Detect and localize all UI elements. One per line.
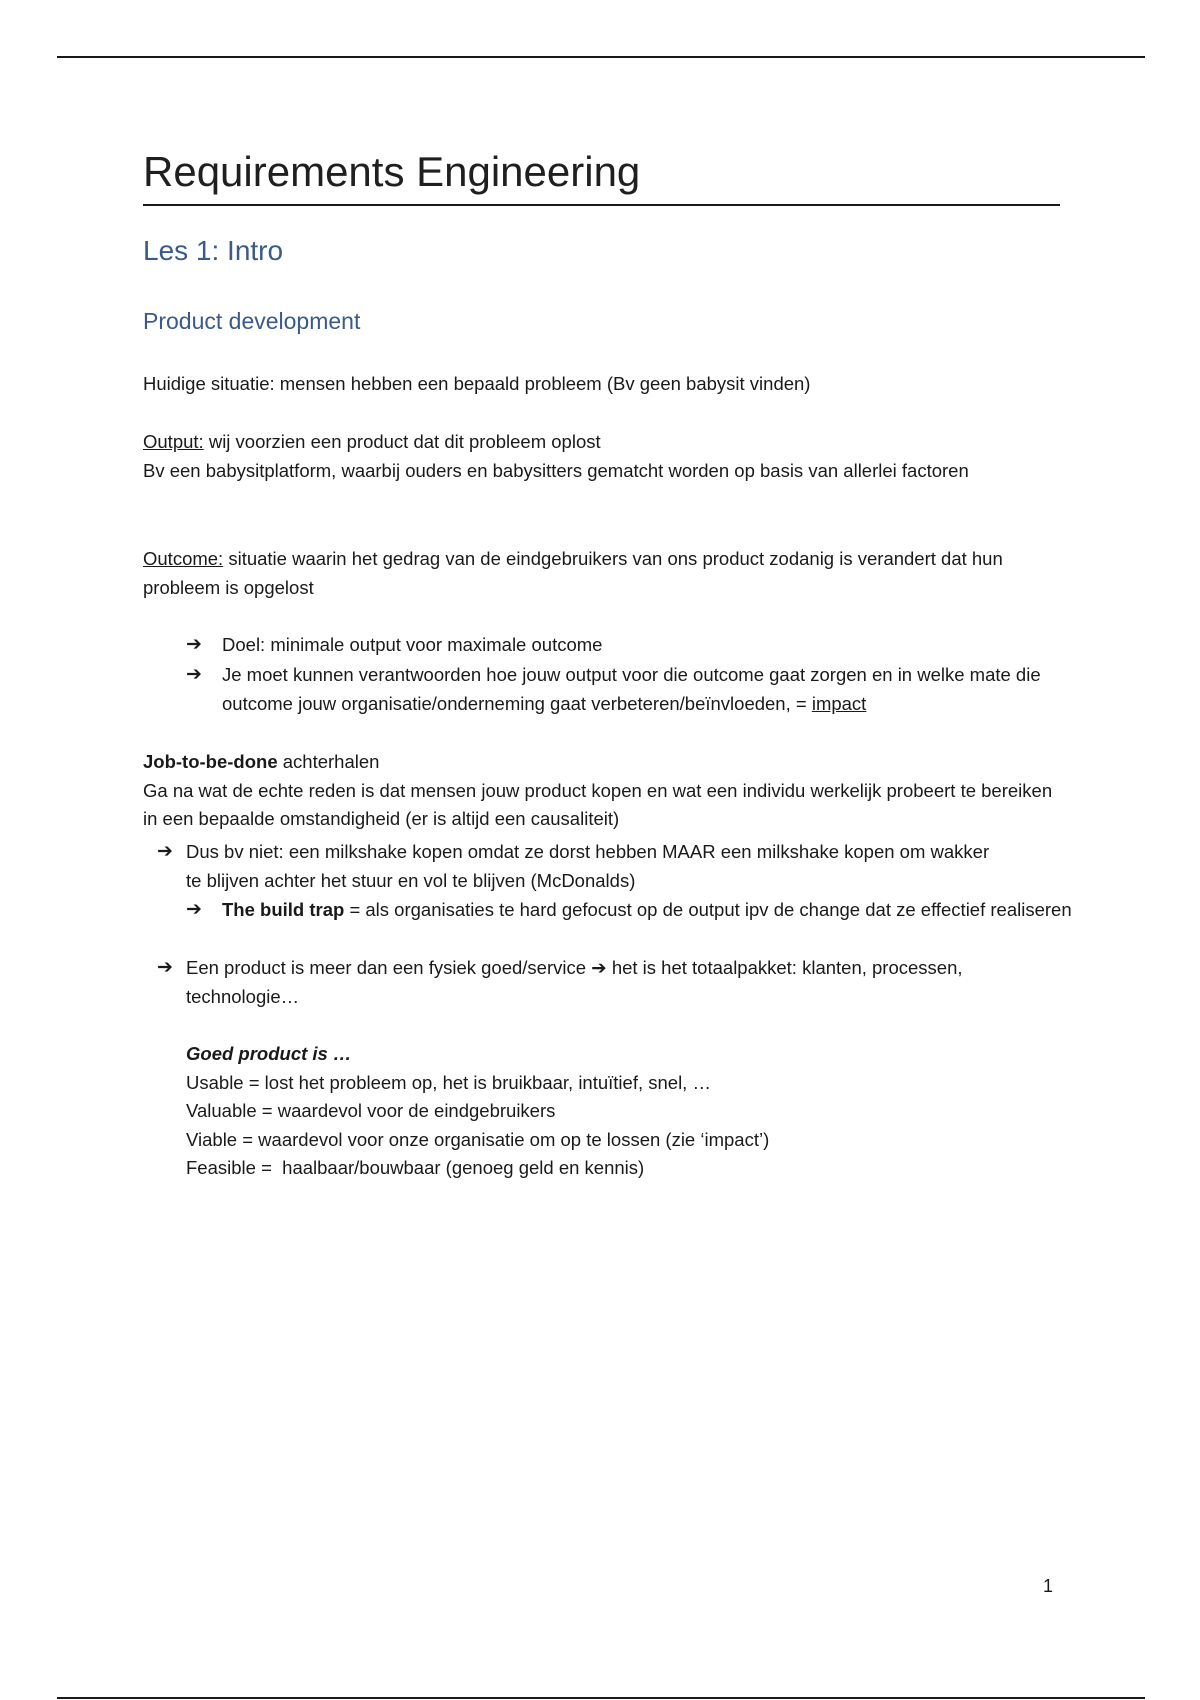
good-product-usable: Usable = lost het probleem op, het is bruikbaar, intuïtief, snel, … (186, 1071, 711, 1093)
good-product-valuable: Valuable = waardevol voor de eindgebruikers (186, 1100, 556, 1121)
good-product-heading: Goed product is … (186, 1043, 352, 1064)
heading-product-development: Product development (143, 308, 361, 334)
arrow-right-icon: ➔ (157, 841, 173, 862)
output-label: Output: (143, 431, 204, 452)
impact-word: impact (811, 692, 867, 714)
header-rule (57, 56, 1145, 58)
build-trap-label: The build trap (222, 899, 345, 920)
output-example: Bv een babysitplatform, waarbij ouders en babysitters gematcht worden op basis van allerlei factoren (143, 459, 969, 481)
arrow-right-icon: ➔ (157, 957, 173, 978)
product-definition-bullet (157, 954, 1072, 1014)
goal-bullet-2-text (222, 661, 1072, 718)
goal-bullet-1-text: Doel: minimale output voor maximale outcome (222, 634, 603, 655)
product-definition-part2: het is het totaalpakket: klanten, processen, technologie… (186, 957, 963, 1007)
product-definition-part1: Een product is meer dan een fysiek goed/service (186, 957, 592, 978)
jtbd-paragraph (143, 748, 1068, 834)
jtbd-label-suffix: achterhalen (277, 751, 380, 772)
build-trap-text (222, 896, 1072, 925)
build-trap-bullet (186, 896, 1076, 956)
outcome-paragraph (143, 545, 1068, 602)
milkshake-bullet (157, 838, 1072, 898)
arrow-right-icon: ➔ (186, 634, 202, 655)
jtbd-label: Job-to-be-done (143, 751, 278, 772)
build-trap-body: = als organisaties te hard gefocust op de output ipv de change dat ze effectief realiseren (344, 899, 1072, 920)
outcome-label: Outcome: (143, 548, 224, 569)
inline-arrow-icon: ➔ (591, 957, 607, 978)
milkshake-text: Dus bv niet: een milkshake kopen omdat ze dorst hebben MAAR een milkshake kopen om wakker te blijven achter het stuur en vol te blijven (McDonalds) (186, 841, 990, 891)
footer-rule (57, 1697, 1145, 1699)
arrow-right-icon: ➔ (186, 664, 202, 685)
output-paragraph (143, 428, 1068, 485)
good-product-block (186, 1040, 1066, 1183)
goal-bullet-2 (186, 661, 1076, 721)
situation-paragraph: Huidige situatie: mensen hebben een bepaald probleem (Bv geen babysit vinden) (143, 373, 811, 394)
product-definition-text (186, 954, 1066, 1011)
goal-bullet-2-body: Je moet kunnen verantwoorden hoe jouw output voor die outcome gaat zorgen en in welke mate die outcome jouw organisatie/onderneming gaat verbeteren/beïnvloeden, = (222, 664, 1041, 714)
heading-lesson: Les 1: Intro (143, 235, 284, 266)
output-text: wij voorzien een product dat dit probleem oplost (203, 431, 601, 452)
document-title: Requirements Engineering (143, 146, 1060, 206)
outcome-text: situatie waarin het gedrag van de eindgebruikers van ons product zodanig is verandert dat hun probleem is opgelost (143, 548, 1003, 598)
arrow-right-icon: ➔ (186, 899, 202, 920)
good-product-viable: Viable = waardevol voor onze organisatie om op te lossen (zie ‘impact’) (186, 1128, 770, 1150)
page-number: 1 (1043, 1576, 1054, 1596)
jtbd-text: Ga na wat de echte reden is dat mensen jouw product kopen en wat een individu werkelijk probeert te bereiken in een bepaalde omstandigheid (er is altijd een causaliteit) (143, 779, 1053, 829)
good-product-feasible: Feasible = haalbaar/bouwbaar (genoeg geld en kennis) (186, 1157, 645, 1178)
